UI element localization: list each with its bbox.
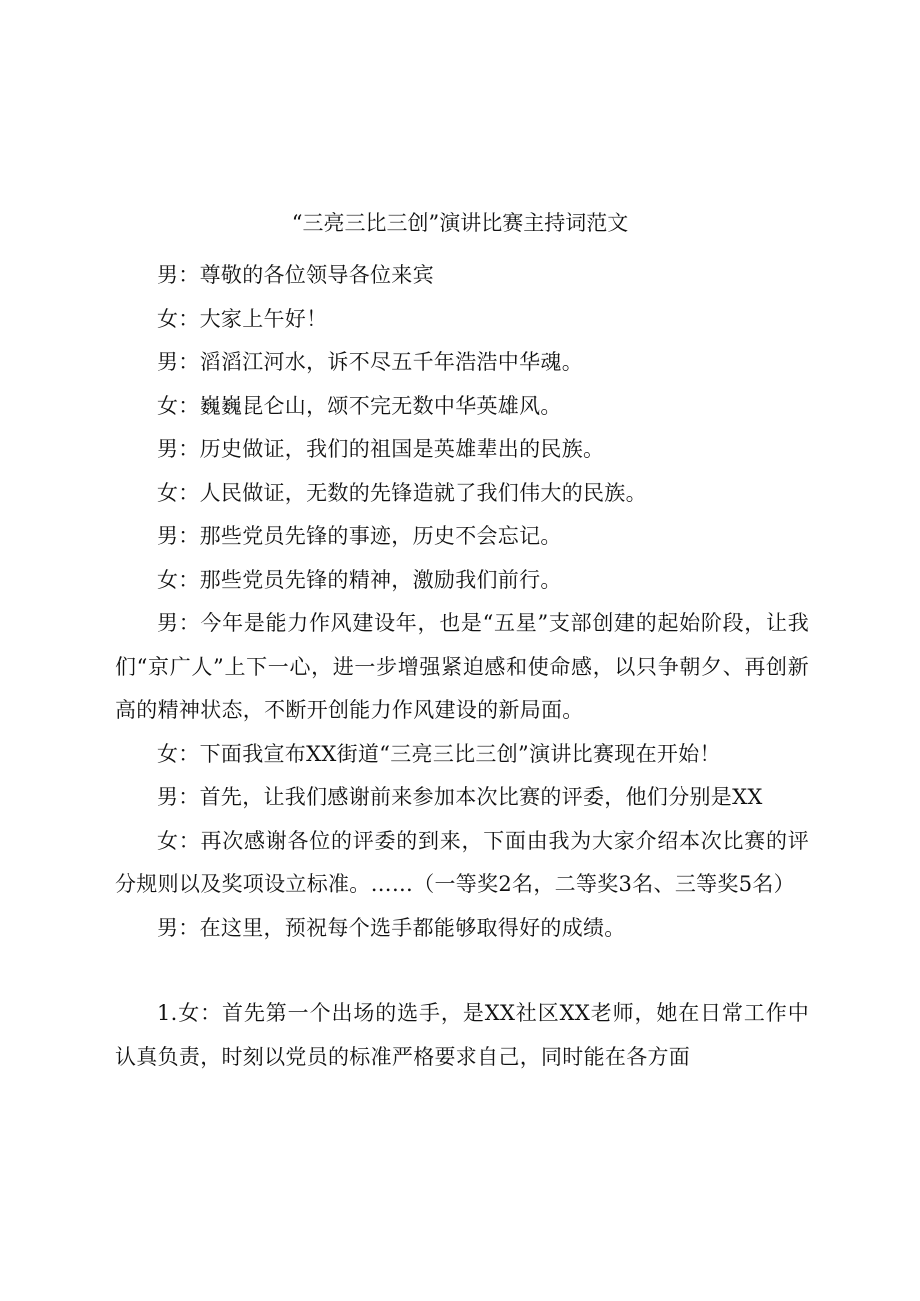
paragraph: 男：那些党员先锋的事迹，历史不会忘记。 <box>157 524 562 548</box>
paragraph: 男：尊敬的各位领导各位来宾 <box>157 263 434 287</box>
section-paragraph: 1.女：首先第一个出场的选手，是XX社区XX老师，她在日常工作中认真负责，时刻以党员的标准严格要求自己，同时能在各方面 <box>115 1001 809 1069</box>
paragraph: 女：大家上午好！ <box>157 306 328 331</box>
paragraph: 男：首先，让我们感谢前来参加本次比赛的评委，他们分别是XX <box>157 785 763 809</box>
paragraph: 女：巍巍昆仑山，颂不完无数中华英雄风。 <box>157 393 562 418</box>
document-title: “三亮三比三创”演讲比赛主持词范文 <box>291 211 629 235</box>
paragraph: 男：今年是能力作风建设年，也是“五星”支部创建的起始阶段，让我们“京广人”上下一心，进一步增强紧迫感和使命感，以只争朝夕、再创新高的精神状态，不断开创能力作风建设的新局面。 <box>115 611 809 722</box>
paragraph: 女：人民做证，无数的先锋造就了我们伟大的民族。 <box>157 480 647 505</box>
section-spacer <box>115 950 809 992</box>
paragraph: 女：再次感谢各位的评委的到来，下面由我为大家介绍本次比赛的评分规则以及奖项设立标准。……（一等奖2名，二等奖3名、三等奖5名） <box>115 828 809 896</box>
paragraph: 男：滔滔江河水，诉不尽五千年浩浩中华魂。 <box>157 350 583 374</box>
document-body <box>115 254 809 1079</box>
paragraph: 男：历史做证，我们的祖国是英雄辈出的民族。 <box>157 437 605 461</box>
paragraph: 女：那些党员先锋的精神，激励我们前行。 <box>157 567 562 592</box>
paragraph: 女：下面我宣布XX街道“三亮三比三创”演讲比赛现在开始！ <box>157 741 721 766</box>
paragraph: 男：在这里，预祝每个选手都能够取得好的成绩。 <box>157 915 626 940</box>
